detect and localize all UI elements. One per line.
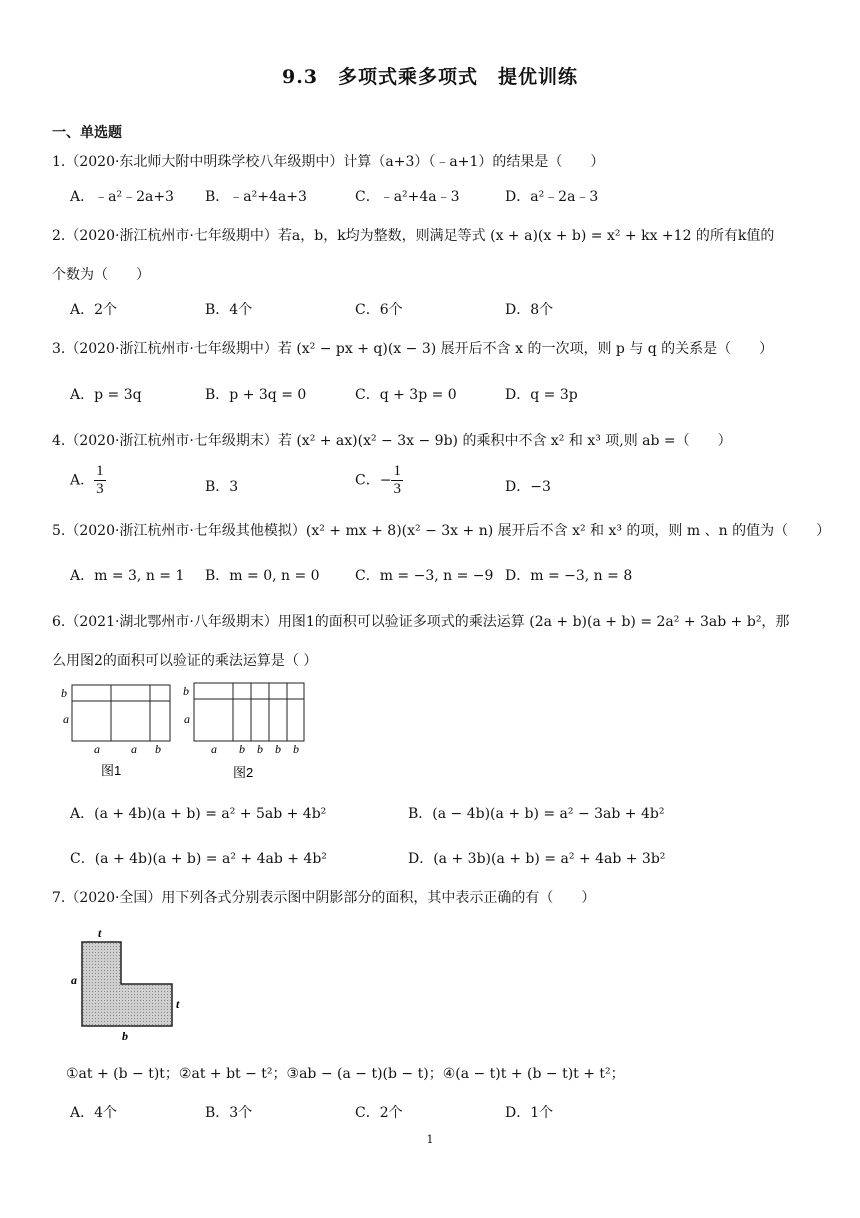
section-heading: 一、单选题 (52, 125, 122, 141)
fraction-numerator: 1 (96, 463, 104, 479)
question-2-stem-cont: 个数为（ ） (52, 267, 150, 283)
q2-option-a: A．2个 (70, 302, 118, 318)
shaded-l-shape (82, 942, 172, 1026)
question-3-stem: 3.（2020·浙江杭州市·七年级期中）若 (x² − px + q)(x − 3) 展开后不含 x 的一次项，则 p 与 q 的关系是（ ） (52, 341, 774, 357)
q4-option-a-fraction (94, 463, 106, 498)
fig1-side-label-b: b (61, 686, 67, 700)
figure-2 (183, 683, 304, 780)
question-6-stem-cont: 么用图2的面积可以验证的乘法运算是（ ） (52, 653, 318, 669)
q1-option-d: D．a²﹣2a﹣3 (505, 189, 599, 205)
q6-option-c: C．(a + 4b)(a + b) = a² + 4ab + 4b² (70, 851, 327, 867)
fig2-bottom-label-b4: b (293, 742, 299, 756)
fraction-numerator: 1 (393, 463, 401, 479)
q3-option-b: B．p + 3q = 0 (205, 387, 307, 403)
q5-option-c: C．m = −3, n = −9 (355, 568, 494, 584)
q4-option-a-label: A． (70, 472, 95, 489)
q2-option-b: B．4个 (205, 302, 253, 318)
q6-option-a: A．(a + 4b)(a + b) = a² + 5ab + 4b² (70, 806, 327, 822)
q6-option-b: B．(a − 4b)(a + b) = a² − 3ab + 4b² (408, 806, 665, 822)
q3-option-a: A．p = 3q (70, 387, 142, 403)
q7-option-c: C．2个 (355, 1105, 403, 1121)
question-1-stem: 1.（2020·东北师大附中明珠学校八年级期中）计算（a+3）（﹣a+1）的结果是（ ） (52, 154, 605, 170)
question-7-stem: 7.（2020·全国）用下列各式分别表示图中阴影部分的面积，其中表示正确的有（ ） (52, 890, 596, 906)
q4-option-c (355, 463, 403, 498)
q7-expressions: ①at + (b − t)t；②at + bt − t²；③ab − (a − t)(b − t)；④(a − t)t + (b − t)t + t²； (66, 1066, 625, 1082)
figure-1 (61, 685, 170, 778)
question-2-stem: 2.（2020·浙江杭州市·七年级期中）若a，b，k均为整数，则满足等式 (x + a)(x + b) = x² + kx +12 的所有k值的 (52, 228, 775, 244)
q1-option-a: A．﹣a²﹣2a+3 (70, 189, 174, 205)
q6-option-d: D．(a + 3b)(a + b) = a² + 4ab + 3b² (408, 851, 666, 867)
q3-option-c: C．q + 3p = 0 (355, 387, 457, 403)
label-t-top: t (98, 926, 102, 940)
q7-option-b: B．3个 (205, 1105, 253, 1121)
fig2-side-label-a: a (184, 712, 190, 726)
q4-option-c-label: C．− (355, 472, 392, 489)
fig1-caption: 图1 (101, 763, 122, 778)
q2-option-c: C．6个 (355, 302, 403, 318)
fraction-denominator: 3 (96, 481, 104, 497)
q7-option-a: A．4个 (70, 1105, 118, 1121)
q3-option-d: D．q = 3p (505, 387, 578, 403)
fraction-denominator: 3 (393, 481, 401, 497)
label-a-left: a (71, 973, 77, 987)
question-6-stem: 6.（2021·湖北鄂州市·八年级期末）用图1的面积可以验证多项式的乘法运算 (2a + b)(a + b) = 2a² + 3ab + b²，那 (52, 614, 790, 630)
q1-option-b: B．﹣a²+4a+3 (205, 189, 307, 205)
q5-option-b: B．m = 0, n = 0 (205, 568, 320, 584)
q5-option-a: A．m = 3, n = 1 (70, 568, 185, 584)
fig1-bottom-label-a2: a (131, 742, 137, 756)
page-title: 9.3 多项式乘多项式 提优训练 (281, 66, 579, 88)
fig2-bottom-label-a: a (211, 742, 217, 756)
q4-option-a (70, 463, 106, 498)
fig1-side-label-a: a (63, 712, 69, 726)
q6-figures (58, 680, 328, 780)
fig1-bottom-label-b: b (155, 742, 161, 756)
fig2-bottom-label-b2: b (257, 742, 263, 756)
q7-l-shape-figure (62, 922, 197, 1047)
fig2-bottom-label-b1: b (239, 742, 245, 756)
q2-option-d: D．8个 (505, 302, 554, 318)
fig2-bottom-label-b3: b (275, 742, 281, 756)
q4-option-b: B．3 (205, 479, 239, 495)
page-number: 1 (426, 1133, 434, 1146)
fig2-side-label-b: b (183, 684, 189, 698)
fig2-caption: 图2 (233, 765, 254, 780)
label-t-right: t (176, 997, 180, 1011)
q4-option-c-fraction (391, 463, 403, 498)
question-5-stem: 5.（2020·浙江杭州市·七年级其他模拟）(x² + mx + 8)(x² − 3x + n) 展开后不含 x² 和 x³ 的项，则 m 、n 的值为（ ） (52, 523, 831, 539)
q4-option-d: D．−3 (505, 479, 551, 495)
q7-option-d: D．1个 (505, 1105, 554, 1121)
question-4-stem: 4.（2020·浙江杭州市·七年级期末）若 (x² + ax)(x² − 3x − 9b) 的乘积中不含 x² 和 x³ 项,则 ab =（ ） (52, 433, 732, 449)
q5-option-d: D．m = −3, n = 8 (505, 568, 633, 584)
label-b-bottom: b (122, 1029, 128, 1043)
fig1-bottom-label-a1: a (94, 742, 100, 756)
q1-option-c: C．﹣a²+4a﹣3 (355, 189, 460, 205)
